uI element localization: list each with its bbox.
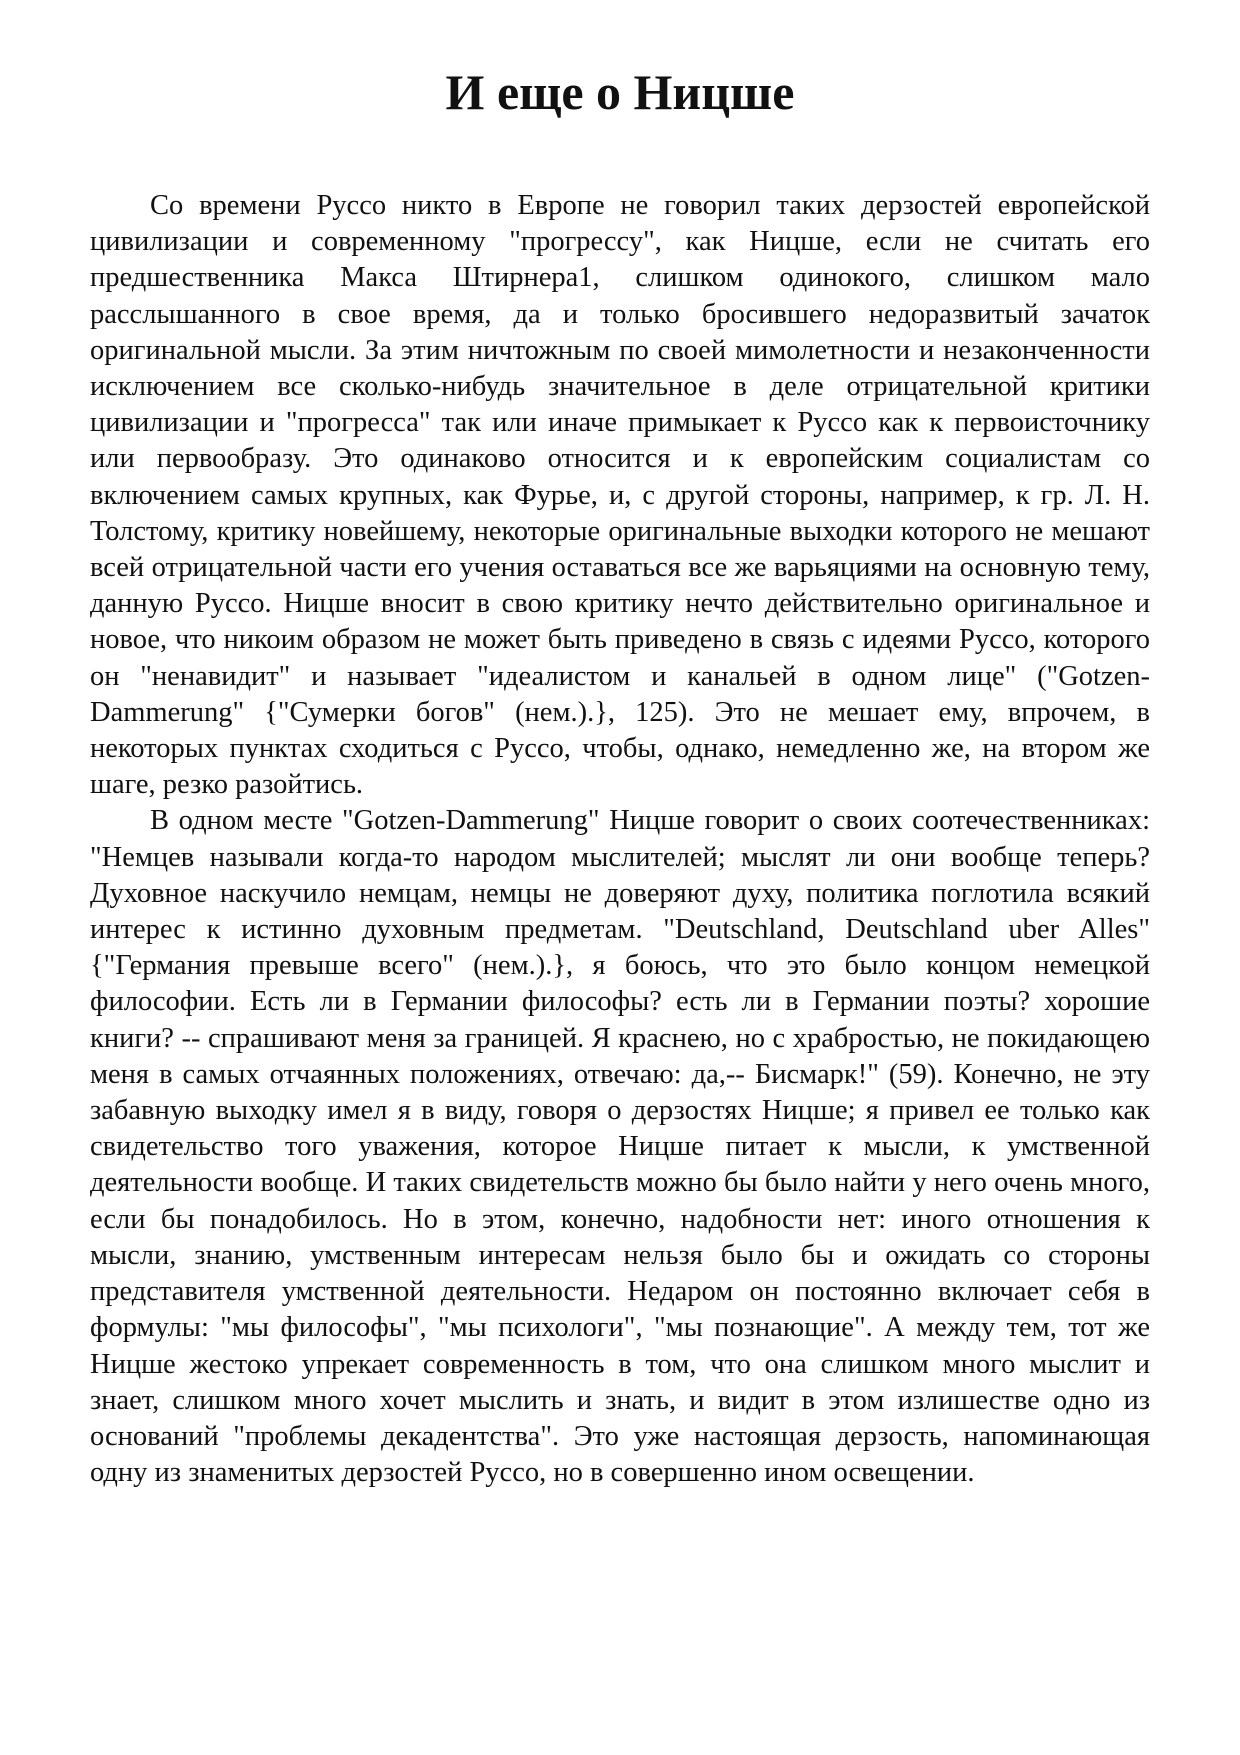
paragraph-2: В одном месте "Gotzen-Dammerung" Ницше говорит о своих соотечественниках: "Немцев называли когда-то народом мыслителей; мыслят ли они вообще теперь? Духовное наскучило немцам, немцы не доверяют духу, политика поглотила всякий интерес к истинно духовным предметам. "Deutschland, Deutschland uber Alles" {"Германия превыше всего" (нем.).}, я боюсь, что это было концом немецкой философии. Есть ли в Германии философы? есть ли в Германии поэты? хорошие книги? -- спрашивают меня за границей. Я краснею, но с храбростью, не покидающею меня в самых отчаянных положениях, отвечаю: да,-- Бисмарк!" (59). Конечно, не эту забавную выходку имел я в виду, говоря о дерзостях Ницше; я привел ее только как свидетельство того уважения, которое Ницше питает к мысли, к умственной деятельности вообще. И таких свидетельств можно бы было найти у него очень много, если бы понадобилось. Но в этом, конечно, надобности нет: иного отношения к мысли, знанию, умственным интересам нельзя было бы и ожидать со стороны представителя умственной деятельности. Недаром он постоянно включает себя в формулы: "мы философы", "мы психологи", "мы познающие". А между тем, тот же Ницше жестоко упрекает современность в том, что она слишком много мыслит и знает, слишком много хочет мыслить и знать, и видит в этом излишестве одно из оснований "проблемы декадентства". Это уже настоящая дерзость, напоминающая одну из знаменитых дерзостей Руссо, но в совершенно ином освещении. <box>90 805 1150 1489</box>
document-title: И еще о Ницше <box>445 64 795 120</box>
paragraph-1: Со времени Руссо никто в Европе не говорил таких дерзостей европейской цивилизации и современному "прогрессу", как Ницше, если не считать его предшественника Макса Штирнера1, слишком одинокого, слишком мало расслышанного в свое время, да и только бросившего недоразвитый зачаток оригинальной мысли. За этим ничтожным по своей мимолетности и незаконченности исключением все сколько-нибудь значительное в деле отрицательной критики цивилизации и "прогресса" так или иначе примыкает к Руссо как к первоисточнику или первообразу. Это одинаково относится и к европейским социалистам со включением самых крупных, как Фурье, и, с другой стороны, например, к гр. Л. Н. Толстому, критику новейшему, некоторые оригинальные выходки которого не мешают всей отрицательной части его учения оставаться все же варьяциями на основную тему, данную Руссо. Ницше вносит в свою критику нечто действительно оригинальное и новое, что никоим образом не может быть приведено в связь с идеями Руссо, которого он "ненавидит" и называет "идеалистом и канальей в одном лице" ("Gotzen-Dammerung" {"Сумерки богов" (нем.).}, 125). Это не мешает ему, впрочем, в некоторых пунктах сходиться с Руссо, чтобы, однако, немедленно же, на втором же шаге, резко разойтись. <box>90 190 1150 801</box>
document-body <box>90 188 1150 1491</box>
